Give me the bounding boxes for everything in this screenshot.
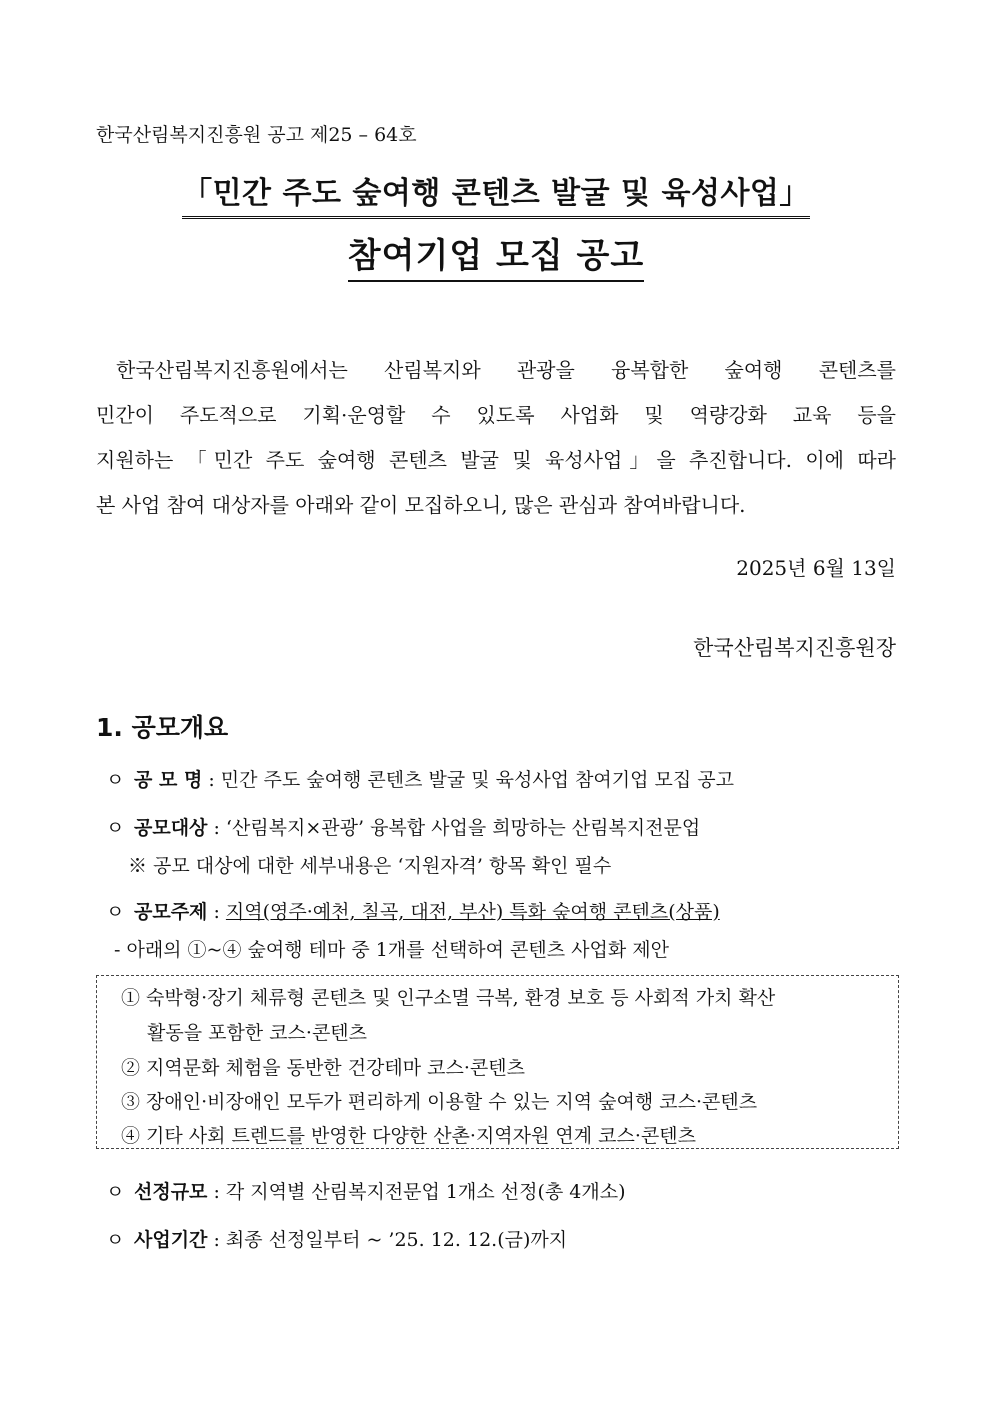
item-label: 선정규모 [134,1181,208,1203]
item-sep: : [207,817,226,839]
title-main [0,168,992,219]
notice-number: 한국산림복지진흥원 공고 제25 – 64호 [96,124,417,146]
bullet: ㅇ [106,769,125,791]
item-label: 공 모 명 [134,769,203,791]
theme-item: ③ 장애인·비장애인 모두가 편리하게 이용할 수 있는 지역 숲여행 코스·콘텐츠 [121,1091,758,1113]
theme-item: ④ 기타 사회 트렌드를 반영한 다양한 산촌·지역자원 연계 코스·콘텐츠 [121,1125,696,1147]
intro-line: 한국산림복지진흥원에서는 산림복지와 관광을 융복합한 숲여행 콘텐츠를 [116,358,896,382]
item-value: ‘산림복지×관광’ 융복합 사업을 희망하는 산림복지전문업 [225,817,701,839]
theme-item-cont: 활동을 포함한 코스·콘텐츠 [147,1022,368,1044]
intro-line: 민간이 주도적으로 기획·운영할 수 있도록 사업화 및 역량강화 교육 등을 [96,403,896,427]
item-note: ※ 공모 대상에 대한 세부내용은 ‘지원자격’ 항목 확인 필수 [128,855,612,877]
intro-line: 지원하는 「민간 주도 숲여행 콘텐츠 발굴 및 육성사업」을 추진합니다. 이에 따라 [96,448,896,472]
overview-item-target [106,813,700,840]
intro-line: 본 사업 참여 대상자를 아래와 같이 모집하오니, 많은 관심과 참여바랍니다. [96,493,746,517]
item-value: 지역(영주·예천, 칠곡, 대전, 부산) 특화 숲여행 콘텐츠(상품) [225,901,720,923]
item-value: 최종 선정일부터 ~ ’25. 12. 12.(금)까지 [225,1229,568,1251]
bullet: ㅇ [106,901,125,923]
intro-paragraph [96,348,896,528]
item-note: - 아래의 ①~④ 숲여행 테마 중 1개를 선택하여 콘텐츠 사업화 제안 [114,939,669,961]
item-label: 공모주제 [134,901,208,923]
overview-item-scale [106,1177,625,1204]
title-main-text: 「민간 주도 숲여행 콘텐츠 발굴 및 육성사업」 [182,168,810,219]
item-sep: : [207,1181,226,1203]
overview-item-name [106,765,734,792]
item-label: 사업기간 [134,1229,208,1251]
bullet: ㅇ [106,817,125,839]
title-sub-text: 참여기업 모집 공고 [348,228,644,282]
title-sub [0,228,992,282]
section-heading: 1. 공모개요 [96,713,229,742]
bullet: ㅇ [106,1181,125,1203]
item-value: 민간 주도 숲여행 콘텐츠 발굴 및 육성사업 참여기업 모집 공고 [220,769,734,791]
theme-item: ① 숙박형·장기 체류형 콘텐츠 및 인구소멸 극복, 환경 보호 등 사회적 가치 확산 [121,987,776,1009]
theme-box [96,975,899,1149]
item-sep: : [207,901,226,923]
notice-date: 2025년 6월 13일 [736,556,896,580]
overview-item-period [106,1225,567,1252]
issuer-name: 한국산림복지진흥원장 [693,636,896,660]
bullet: ㅇ [106,1229,125,1251]
overview-item-theme [106,897,720,924]
item-label: 공모대상 [134,817,208,839]
item-sep: : [202,769,221,791]
theme-item: ② 지역문화 체험을 동반한 건강테마 코스·콘텐츠 [121,1057,525,1079]
item-value: 각 지역별 산림복지전문업 1개소 선정(총 4개소) [225,1181,626,1203]
item-sep: : [207,1229,226,1251]
